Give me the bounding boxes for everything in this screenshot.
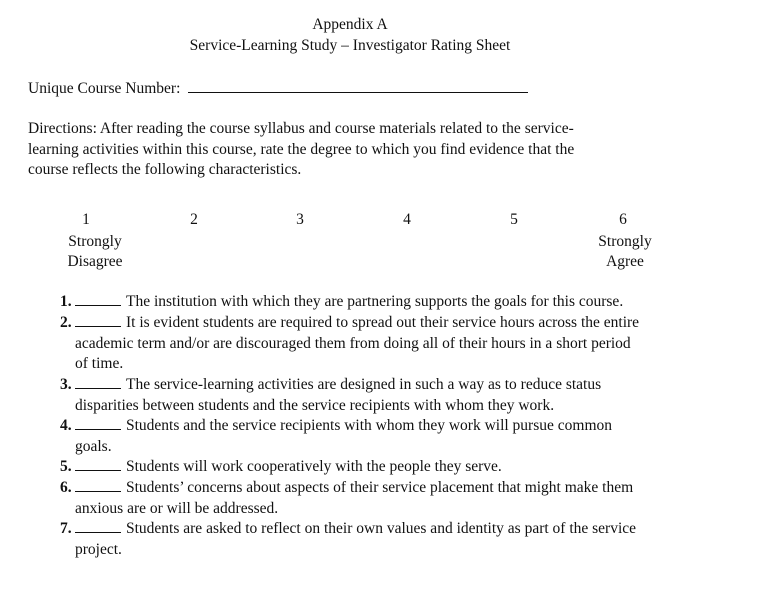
rating-blank[interactable] [75,520,121,533]
rating-item-4: 4. Students and the service recipients with whom they work will pursue common goals. [60,417,613,455]
directions-line: Directions: After reading the course syllabus and course materials related to the service- [28,120,574,137]
rating-item-3: 3. The service-learning activities are designed in such a way as to reduce status disparities between students and the service recipients with whom they work. [60,376,602,414]
rating-blank[interactable] [75,417,121,430]
course-number-row [28,78,528,98]
rating-item-2: 2. It is evident students are required to spread out their service hours across the entire academic term and/or are discouraged them from doing all of their hours in a short period of time. [60,314,640,372]
rating-blank[interactable] [75,314,121,327]
rating-blank[interactable] [75,293,121,306]
course-number-field[interactable] [188,78,528,93]
rating-item-7: 7. Students are asked to reflect on their own values and identity as part of the service project. [60,520,637,558]
scale-point-1: 1 [82,211,90,228]
directions [28,119,574,181]
rating-blank[interactable] [75,479,121,492]
scale-point-4: 4 [403,211,411,228]
low-anchor: Strongly Disagree [67,233,123,270]
directions-line: course reflects the following characteristics. [28,161,302,178]
page-title: Service-Learning Study – Investigator Rating Sheet [189,37,511,54]
directions-line: learning activities within this course, rate the degree to which you find evidence that the [28,140,575,158]
course-number-label: Unique Course Number: [28,80,181,97]
rating-item-5: 5. Students will work cooperatively with the people they serve. [60,458,502,475]
scale-point-5: 5 [510,211,518,228]
rating-item-6: 6. Students’ concerns about aspects of their service placement that might make them anxious are or will be addressed. [60,479,634,517]
appendix-label: Appendix A [312,16,388,33]
scale-point-2: 2 [190,211,198,228]
high-anchor: Strongly Agree [598,233,652,270]
rating-blank[interactable] [75,458,121,471]
scale-point-6: 6 [619,211,627,228]
rating-blank[interactable] [75,376,121,389]
rating-item-1: 1. The institution with which they are partnering supports the goals for this course. [60,293,624,310]
scale-point-3: 3 [296,211,304,228]
